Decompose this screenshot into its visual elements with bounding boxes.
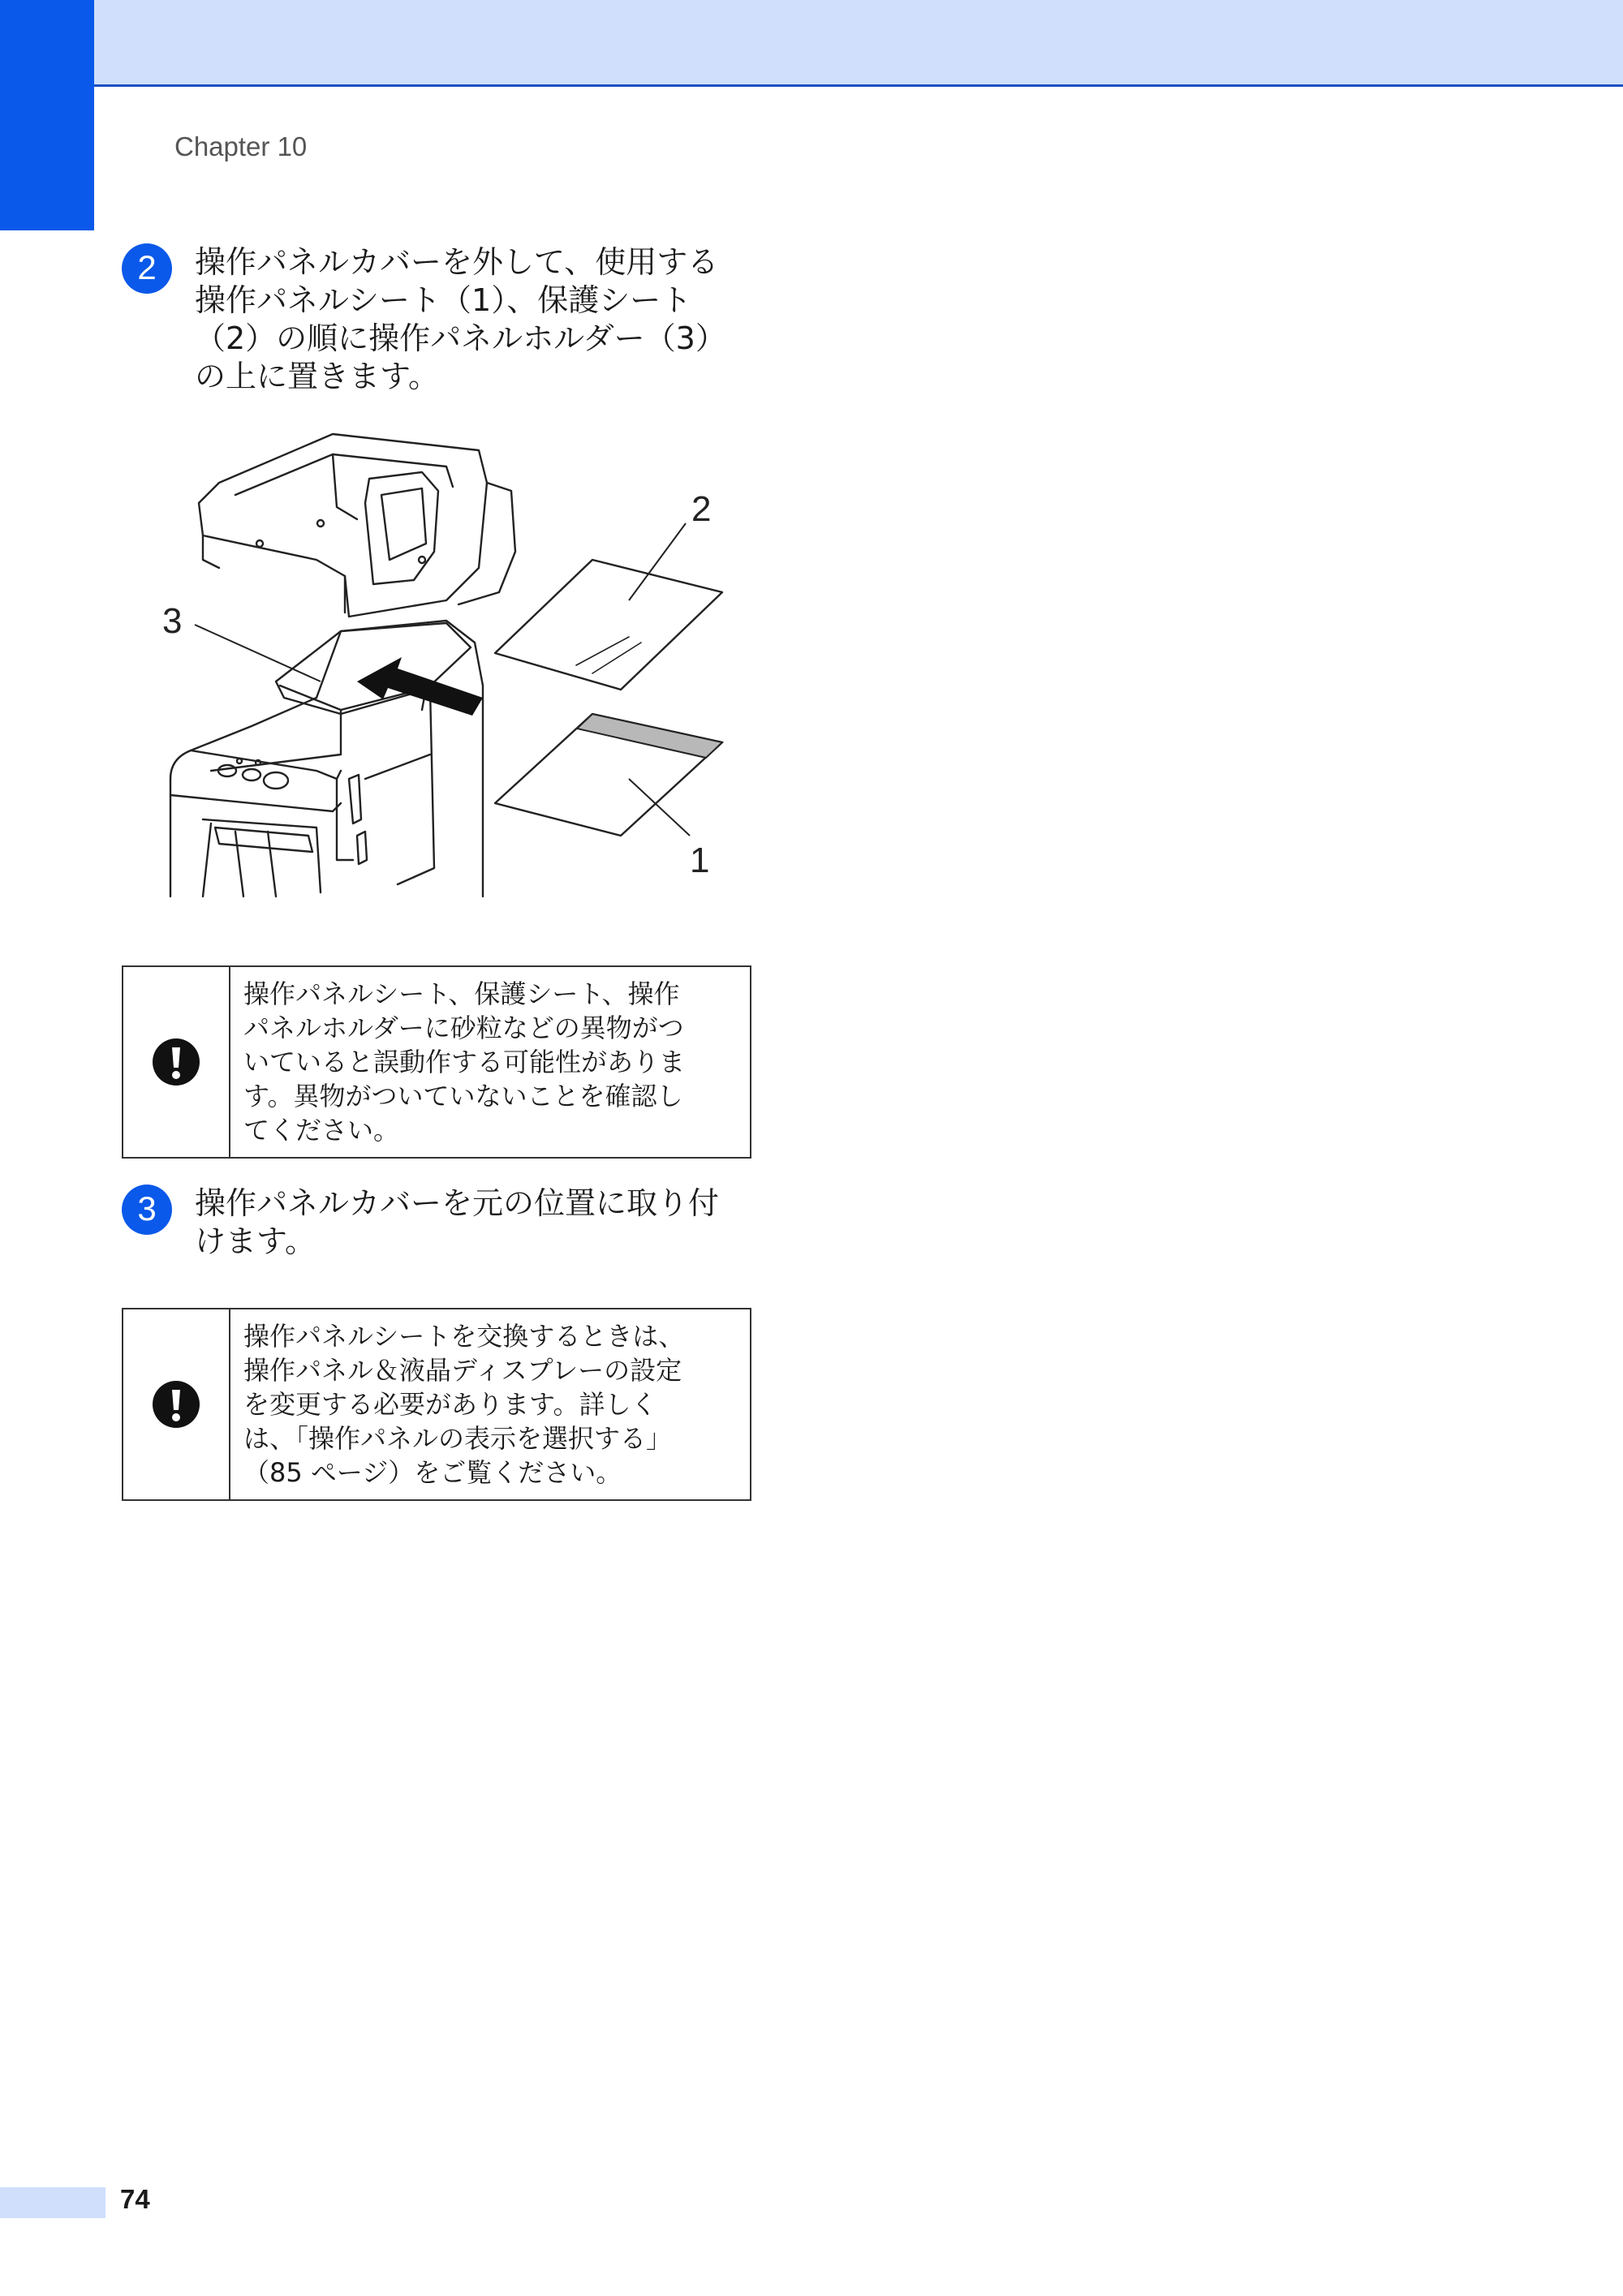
callout-2: 2 xyxy=(691,489,712,529)
header-band xyxy=(0,0,1623,87)
note-text-line: いていると誤動作する可能性がありま xyxy=(243,1047,686,1077)
step-instruction xyxy=(195,243,787,396)
note-text-line: 操作パネルシートを交換するときは、 xyxy=(243,1321,685,1352)
step-text-line: 操作パネルカバーを外して、使用する xyxy=(195,244,719,280)
note-text xyxy=(243,967,750,1157)
step-text-line: けます。 xyxy=(195,1223,316,1259)
note-icon-cell xyxy=(123,967,230,1157)
note-text-line: パネルホルダーに砂粒などの異物がつ xyxy=(243,1013,684,1043)
callout-3: 3 xyxy=(162,601,183,641)
caution-note xyxy=(122,1308,751,1501)
note-text-line: てください。 xyxy=(243,1115,400,1146)
step-text-line: 操作パネルシート（1）、保護シート xyxy=(195,282,692,318)
important-exclamation-icon xyxy=(153,1381,200,1428)
chapter-side-tab xyxy=(0,0,94,230)
printer-illustration xyxy=(154,430,738,901)
note-text-line: 操作パネルシート、保護シート、操作 xyxy=(243,978,680,1009)
page-number: 74 xyxy=(120,2184,150,2214)
note-text-line: 操作パネル＆液晶ディスプレーの設定 xyxy=(243,1355,682,1386)
note-text-line: す。異物がついていないことを確認し xyxy=(243,1081,683,1111)
note-icon-cell xyxy=(123,1309,230,1499)
step-text-line: の上に置きます。 xyxy=(195,359,439,394)
step-number-badge: 2 xyxy=(122,243,172,294)
note-text-line: （85 ページ）をご覧ください。 xyxy=(243,1457,622,1488)
page-number-tab xyxy=(0,2187,105,2218)
chapter-label: Chapter 10 xyxy=(174,131,308,161)
step-text-line: （2）の順に操作パネルホルダー（3） xyxy=(195,320,726,356)
note-text xyxy=(243,1309,750,1499)
caution-note xyxy=(122,965,751,1159)
printer-panel-sheet-insertion-figure xyxy=(154,430,738,901)
step-number-badge: 3 xyxy=(122,1185,172,1235)
note-text-line: を変更する必要があります。詳しく xyxy=(243,1389,657,1420)
step-text-line: 操作パネルカバーを元の位置に取り付 xyxy=(195,1185,720,1221)
note-text-line: は、「操作パネルの表示を選択する」 xyxy=(243,1423,673,1454)
important-exclamation-icon xyxy=(153,1038,200,1086)
step-instruction xyxy=(195,1185,787,1261)
callout-1: 1 xyxy=(690,841,710,880)
